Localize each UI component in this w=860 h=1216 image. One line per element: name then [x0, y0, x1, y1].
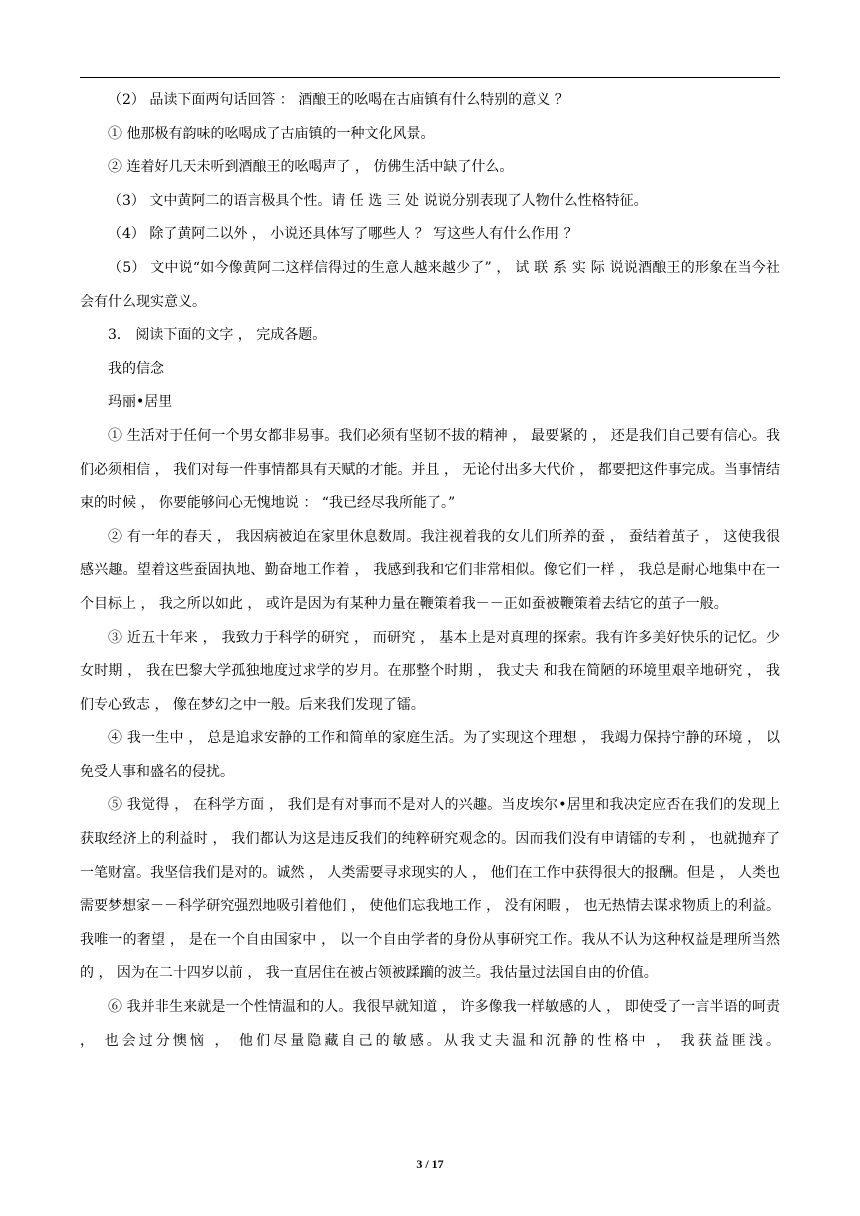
article-paragraph-2: ② 有一年的春天 ， 我因病被迫在家里休息数周。我注视着我的女儿们所养的蚕 ， 蚕结着茧子 ， 这使我很感兴趣。望着这些蚕固执地、勤奋地工作着 ， 我感到我和它们非常相似。像它们一样 ， 我总是耐心地集中在一个目标上 ， 我之所以如此 ， 或许是因为有某种力量在鞭策着我－－正如蚕被鞭策着去结它的茧子一般。	[80, 528, 780, 612]
article-title: 我的信念	[108, 360, 164, 377]
article-paragraph-5: ⑤ 我觉得 ， 在科学方面 ， 我们是有对事而不是对人的兴趣。当皮埃尔•居里和我决定应否在我们的发现上获取经济上的利益时 ， 我们都认为这是违反我们的纯粹研究观念的。因而我们没有申请镭的专利 ， 也就抛弃了一笔财富。我坚信我们是对的。诚然 ， 人类需要寻求现实的人 ， 他们在工作中获得很大的报酬。但是 ， 人类也需要梦想家－－科学研究强烈地吸引着他们 ， 使他们忘我地工作 ， 没有闲暇 ， 也无热情去谋求物质上的利益。我唯一的奢望 ， 是在一个自由国家中 ， 以一个自由学者的身份从事研究工作。我从不认为这种权益是理所当然的 ， 因为在二十四岁以前 ， 我一直居住在被占领被蹂躏的波兰。我估量过法国自由的价值。	[80, 797, 780, 982]
question-4: （4） 除了黄阿二以外 ， 小说还具体写了哪些人 ？ 写这些人有什么作用 ？	[108, 226, 578, 243]
quote-1: ① 他那极有韵味的吆喝成了古庙镇的一种文化风景。	[108, 125, 435, 142]
article-author: 玛丽•居里	[108, 394, 173, 411]
article-paragraph-4: ④ 我一生中 ， 总是追求安静的工作和简单的家庭生活。为了实现这个理想 ， 我竭力保持宁静的环境 ， 以免受人事和盛名的侵扰。	[80, 730, 780, 780]
page-number: 3 / 17	[416, 1157, 444, 1171]
question-2: （2） 品读下面两句话回答 ： 酒酿王的吆喝在古庙镇有什么特别的意义 ？	[108, 92, 569, 108]
header-rule	[80, 77, 780, 78]
article-paragraph-1: ① 生活对于任何一个男女都非易事。我们必须有坚韧不拔的精神 ， 最要紧的 ， 还是我们自己要有信心。我们必须相信 ， 我们对每一件事情都具有天赋的才能。并且 ， 无论付出多大代价 ， 都要把这件事完成。当事情结束的时候 ， 你要能够问心无愧地说 ： “我已经尽我所能了。”	[80, 427, 780, 512]
question-5: （5） 文中说“如今像黄阿二这样信得过的生意人越来越少了” ， 试 联 系 实 际 说说酒酿王的形象在当今社会有什么现实意义。	[80, 259, 780, 310]
article-paragraph-3: ③ 近五十年来 ， 我致力于科学的研究 ， 而研究 ， 基本上是对真理的探索。我有许多美好快乐的记忆。少女时期 ， 我在巴黎大学孤独地度过求学的岁月。在那整个时期 ， 我丈夫 和我在简陋的环境里艰辛地研究 ， 我们专心致志 ， 像在梦幻之中一般。后来我们发现了镭。	[80, 629, 780, 713]
question-3: （3） 文中黄阿二的语言极具个性。请 任 选 三 处 说说分别表现了人物什么性格特征。	[108, 192, 648, 209]
section-3-instruction: 3． 阅读下面的文字 ， 完成各题。	[108, 327, 327, 344]
document-body	[80, 84, 780, 1058]
quote-2: ② 连着好几天未听到酒酿王的吆喝声了 ， 仿佛生活中缺了什么。	[108, 159, 514, 176]
article-paragraph-6: ⑥ 我并非生来就是一个性情温和的人。我很早就知道 ， 许多像我一样敏感的人 ， 即使受了一言半语的呵责 ， 也会过分懊恼 ， 他们尽量隐藏自己的敏感。从我丈夫温和沉静的性格中 ， 我获益匪浅。	[80, 999, 780, 1049]
